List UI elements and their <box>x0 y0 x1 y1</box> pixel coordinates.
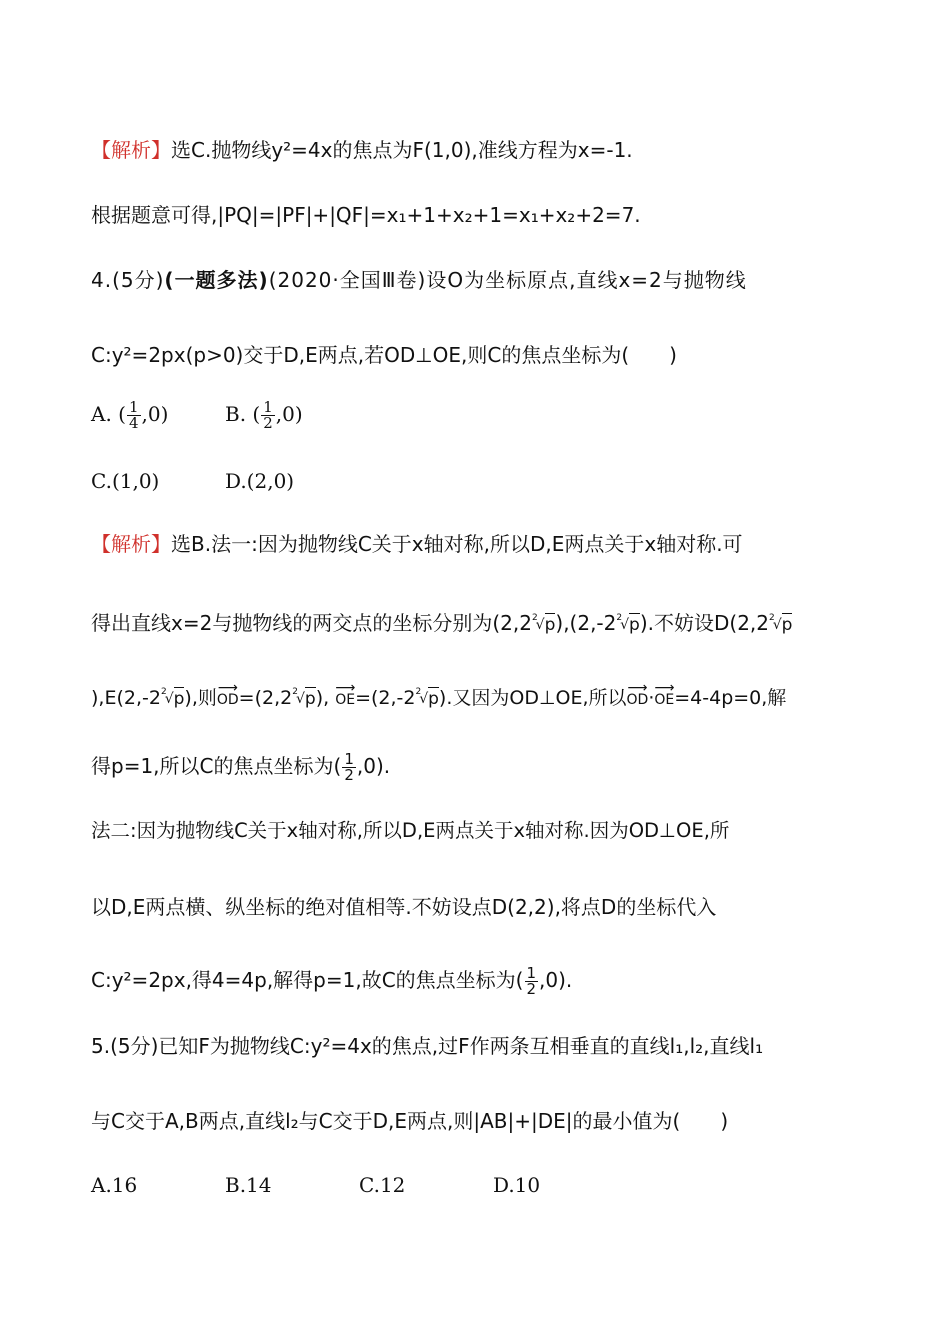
fa2-line3 <box>91 966 860 997</box>
vector-od: ⟶ OD <box>217 685 239 707</box>
q4-option-a: A. ( $\frac{1}{4}$ ,0) <box>91 398 169 432</box>
cube-root: $^2$√p <box>616 613 640 635</box>
jiexi-2-line4 <box>91 752 860 783</box>
option-tail: ,0) <box>275 402 303 426</box>
jiexi-tag: 【解析】 <box>91 532 171 556</box>
root-index: 2 <box>769 613 775 623</box>
vector-oe: ⟶ OE <box>335 685 355 707</box>
jiexi-1-text: 选C.抛物线y²=4x的焦点为F(1,0),准线方程为x=-1. <box>171 138 633 162</box>
text-run: C:y²=2px,得4=4p,解得p=1,故C的焦点坐标为( <box>91 968 524 992</box>
numerator: 1 <box>263 398 273 416</box>
cube-root: $^2$√p <box>160 687 185 709</box>
cube-root: $^2$√p <box>292 687 316 709</box>
root-index: 2 <box>415 687 422 697</box>
denominator: 4 <box>128 414 139 432</box>
q4-method-tag: (一题多法) <box>164 268 269 292</box>
radicand: p <box>428 689 439 709</box>
vector-od: ⟶ OD <box>627 685 649 707</box>
cube-root: $^2$√p <box>531 613 556 635</box>
root-index: 2 <box>160 687 167 697</box>
text-run: ), <box>315 687 330 709</box>
q4-option-c: C.(1,0) <box>91 469 160 493</box>
text-run: ).不妨设D(2,2 <box>639 611 770 635</box>
jiexi-2-text: 选B.法一:因为抛物线C关于x轴对称,所以D,E两点关于x轴对称.可 <box>171 532 743 556</box>
fraction <box>342 752 356 783</box>
pq-line: 根据题意可得,|PQ|=|PF|+|QF|=x₁+1+x₂+1=x₁+x₂+2=7. <box>91 203 641 227</box>
radicand: p <box>781 615 793 635</box>
root-index: 2 <box>292 687 298 697</box>
q4-number: 4.(5分) <box>91 268 165 292</box>
q4-stem-line2: C:y²=2px(p>0)交于D,E两点,若OD⊥OE,则C的焦点坐标为( ) <box>91 343 677 367</box>
root-index: 2 <box>616 613 623 623</box>
jiexi-1-line <box>91 136 860 164</box>
q4-source: (2020·全国Ⅲ卷)设O为坐标原点,直线x=2与抛物线 <box>268 268 747 292</box>
q5-stem-line1: 5.(5分)已知F为抛物线C:y²=4x的焦点,过F作两条互相垂直的直线l₁,l₂,直线l₁ <box>91 1034 764 1058</box>
denominator: 2 <box>263 414 273 432</box>
option-label: B. <box>225 402 247 426</box>
text-run: =(2,2 <box>238 687 293 709</box>
cube-root: $^2$√p <box>415 687 439 709</box>
cube-root: $^2$√p <box>769 613 793 635</box>
fraction <box>525 966 539 997</box>
fraction <box>261 400 275 431</box>
radicand: p <box>304 689 316 709</box>
jiexi-2-line1 <box>91 530 860 558</box>
text-run: 得出直线x=2与抛物线的两交点的坐标分别为(2,2 <box>91 611 532 635</box>
text-run: ,0). <box>539 968 573 992</box>
q5-option-d: D.10 <box>493 1173 541 1197</box>
jiexi-tag: 【解析】 <box>91 138 171 162</box>
q5-option-a: A.16 <box>91 1173 138 1197</box>
text-run: ).又因为OD⊥OE,所以 <box>438 687 627 709</box>
numerator: 1 <box>128 398 139 416</box>
text-run: ,0). <box>356 754 391 778</box>
root-index: 2 <box>531 613 538 623</box>
jiexi-2-line2 <box>91 604 860 639</box>
fa2-line1: 法二:因为抛物线C关于x轴对称,所以D,E两点关于x轴对称.因为OD⊥OE,所 <box>91 819 730 842</box>
q4-option-d: D.(2,0) <box>225 469 295 493</box>
text-run: =4-4p=0,解 <box>674 687 787 709</box>
radicand: p <box>173 689 185 709</box>
radicand: p <box>629 615 640 635</box>
option-label: A. <box>91 402 112 426</box>
fa2-line2: 以D,E两点横、纵坐标的绝对值相等.不妨设点D(2,2),将点D的坐标代入 <box>91 895 717 919</box>
dot-operator: · <box>648 687 655 709</box>
text-run: =(2,-2 <box>355 687 416 709</box>
q4-option-b: B. ( $\frac{1}{2}$ ,0) <box>225 398 303 432</box>
q4-stem-line1 <box>91 266 860 294</box>
radicand: p <box>544 615 556 635</box>
denominator: 2 <box>526 980 537 998</box>
text-run: 得p=1,所以C的焦点坐标为( <box>91 754 342 778</box>
q5-option-c: C.12 <box>359 1173 406 1197</box>
text-run: ),E(2,-2 <box>91 687 161 709</box>
text-run: ),则 <box>184 687 217 709</box>
denominator: 2 <box>344 766 354 784</box>
q5-option-b: B.14 <box>225 1173 272 1197</box>
vector-oe: ⟶ OE <box>654 685 674 707</box>
text-run: ),(2,-2 <box>555 611 617 635</box>
numerator: 1 <box>526 964 537 982</box>
fraction <box>127 400 141 431</box>
option-tail: ,0) <box>141 402 169 426</box>
jiexi-2-line3 <box>91 678 860 713</box>
q5-stem-line2: 与C交于A,B两点,直线l₂与C交于D,E两点,则|AB|+|DE|的最小值为( ) <box>91 1109 729 1133</box>
numerator: 1 <box>344 750 354 768</box>
